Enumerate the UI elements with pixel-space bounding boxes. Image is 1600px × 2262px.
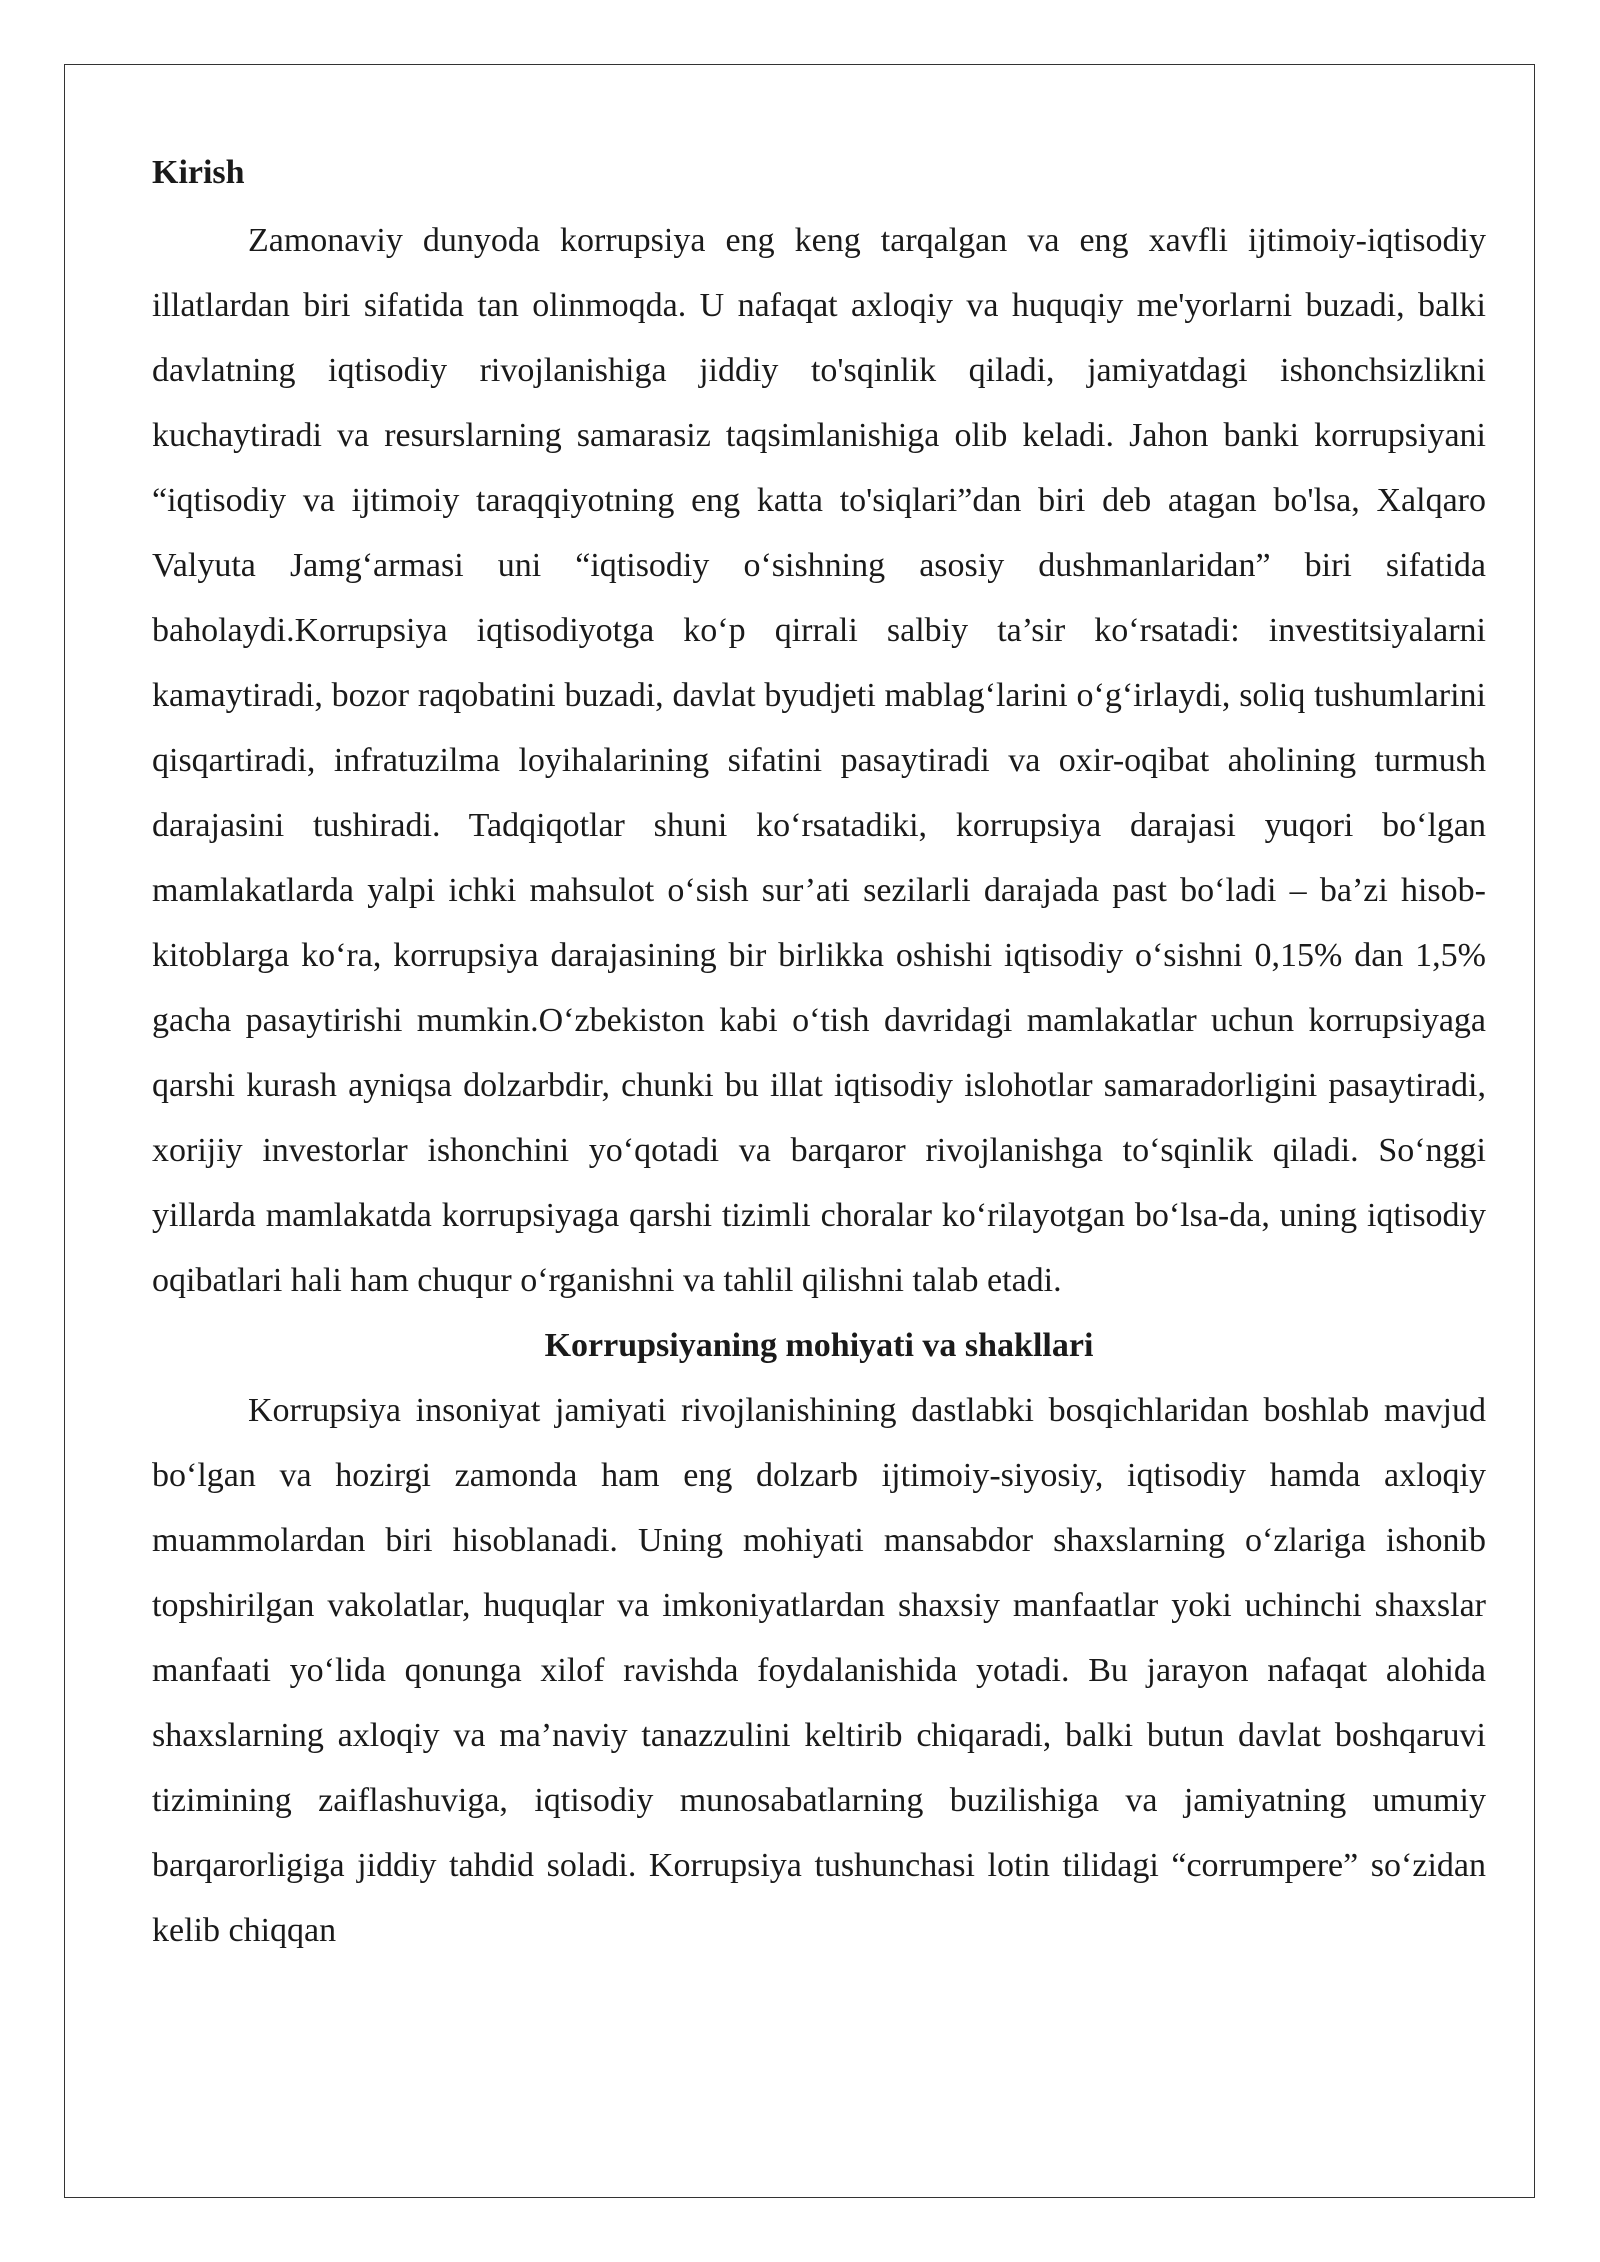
document-body — [152, 138, 1486, 1963]
introduction-paragraph: Zamonaviy dunyoda korrupsiya eng keng tarqalgan va eng xavfli ijtimoiy-iqtisodiy illatlardan biri sifatida tan olinmoqda. U nafaqat axloqiy va huquqiy me'yorlarni buzadi, balki davlatning iqtisodiy rivojlanishiga jiddiy to'sqinlik qiladi, jamiyatdagi ishonchsizlikni kuchaytiradi va resurslarning samarasiz taqsimlanishiga olib keladi. Jahon banki korrupsiyani “iqtisodiy va ijtimoiy taraqqiyotning eng katta to'siqlari”dan biri deb atagan bo'lsa, Xalqaro Valyuta Jamg‘armasi uni “iqtisodiy o‘sishning asosiy dushmanlaridan” biri sifatida baholaydi.Korrupsiya iqtisodiyotga ko‘p qirrali salbiy ta’sir ko‘rsatadi: investitsiyalarni kamaytiradi, bozor raqobatini buzadi, davlat byudjeti mablag‘larini o‘g‘irlaydi, soliq tushumlarini qisqartiradi, infratuzilma loyihalarining sifatini pasaytiradi va oxir-oqibat aholining turmush darajasini tushiradi. Tadqiqotlar shuni ko‘rsatadiki, korrupsiya darajasi yuqori bo‘lgan mamlakatlarda yalpi ichki mahsulot o‘sish sur’ati sezilarli darajada past bo‘ladi – ba’zi hisob-kitoblarga ko‘ra, korrupsiya darajasining bir birlikka oshishi iqtisodiy o‘sishni 0,15% dan 1,5% gacha pasaytirishi mumkin.O‘zbekiston kabi o‘tish davridagi mamlakatlar uchun korrupsiyaga qarshi kurash ayniqsa dolzarbdir, chunki bu illat iqtisodiy islohotlar samaradorligini pasaytiradi, xorijiy investorlar ishonchini yo‘qotadi va barqaror rivojlanishga to‘sqinlik qiladi. So‘nggi yillarda mamlakatda korrupsiyaga qarshi tizimli choralar ko‘rilayotgan bo‘lsa-da, uning iqtisodiy oqibatlari hali ham chuqur o‘rganishni va tahlil qilishni talab etadi. — [152, 222, 1486, 1299]
section-heading-essence-and-forms: Korrupsiyaning mohiyati va shakllari — [544, 1327, 1094, 1364]
essence-paragraph: Korrupsiya insoniyat jamiyati rivojlanishining dastlabki bosqichlaridan boshlab mavjud bo‘lgan va hozirgi zamonda ham eng dolzarb ijtimoiy-siyosiy, iqtisodiy hamda axloqiy muammolardan biri hisoblanadi. Uning mohiyati mansabdor shaxslarning o‘zlariga ishonib topshirilgan vakolatlar, huquqlar va imkoniyatlardan shaxsiy manfaatlar yoki uchinchi shaxslar manfaati yo‘lida qonunga xilof ravishda foydalanishida yotadi. Bu jarayon nafaqat alohida shaxslarning axloqiy va ma’naviy tanazzulini keltirib chiqaradi, balki butun davlat boshqaruvi tizimining zaiflashuviga, iqtisodiy munosabatlarning buzilishiga va jamiyatning umumiy barqarorligiga jiddiy tahdid soladi. Korrupsiya tushunchasi lotin tilidagi “corrumpere” so‘zidan kelib chiqqan — [152, 1392, 1486, 1949]
section-heading-introduction: Kirish — [152, 154, 245, 191]
